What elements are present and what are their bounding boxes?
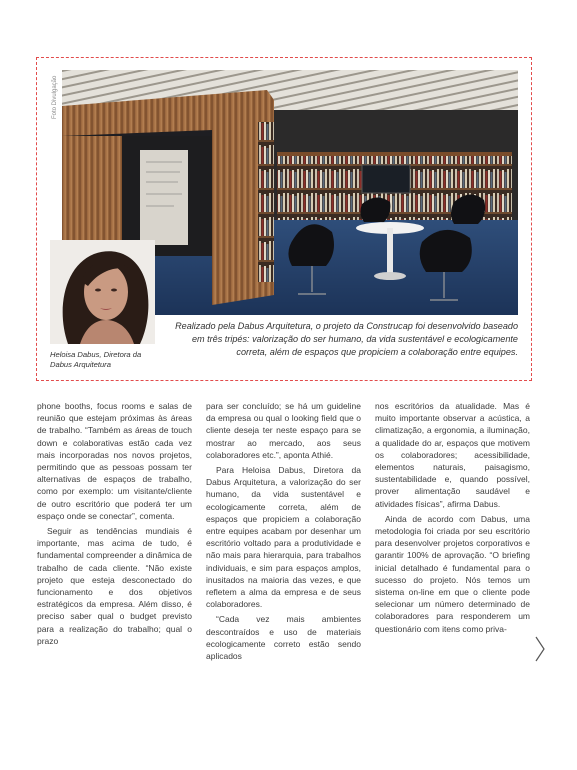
paragraph: Para Heloisa Dabus, Diretora da Dabus Arquitetura, a valorização do ser humano, da vida sustentável e ecologicamente correta, além de espaços que propiciem a colaboração entre equipes acabam por desenhar um escritório voltado para a produtividade e não mais para hierarquia, para trabalhos individuais, e sim para espaços amplos, inusitados na maioria das vezes, e que refletem a alma da empresa e de seus colaboradores. [206,465,361,610]
article-column-2 [206,400,361,662]
photo-credit: Foto Divulgação [52,75,58,119]
paragraph: “Cada vez mais ambientes descontraídos e uso de materiais ecologicamente correto estão sendo aplicados [206,614,361,662]
paragraph: para ser concluído; se há um guideline da empresa ou qual o looking field que o cliente deseja ter neste espaço para se mostrar ao mercado, aos seus colaboradores etc.”, aponta Athié. [206,401,361,460]
portrait-caption: Heloisa Dabus, Diretora da Dabus Arquitetura [50,350,142,369]
portrait-photo [50,240,155,344]
paragraph: nos escritórios da atualidade. Mas é muito importante observar a acústica, a climatização, a ergonomia, a iluminação, a qualidade do ar, espaços que motivem os colaboradores; acessibilidade, elementos naturais, paisagismo, sustentabilidade e, quando possível, prover alimentação saudável e atividades físicas”, afirma Dabus. [375,401,530,509]
paragraph: Seguir as tendências mundiais é importante, mas acima de tudo, é fundamental compreender a dinâmica de trabalho de cada cliente. “Não existe projeto que esteja desconectado do funcionamento e dos objetivos estratégicos da empresa. Além disso, é preciso saber qual o budget previsto para a realização do trabalho; qual o prazo [37,526,192,646]
paragraph: Ainda de acordo com Dabus, uma metodologia foi criada por seu escritório para desenvolver projetos corporativos e garantir 100% de aprovação. “O briefing inicial detalhado é fundamental para o sucesso do projeto. Nós temos um sistema on-line em que o cliente pode selecionar um número determinado de colaboradores para responderem um questionário com itens como priva- [375,513,530,634]
photo-caption: Realizado pela Dabus Arquitetura, o projeto da Construcap foi desenvolvido baseado em três tripés: valorização do ser humano, da vida sustentável e ecologicamente correta, além de espaços que propiciem a colaboração entre equipes. [175,321,518,357]
article-column-3 [375,400,530,635]
paragraph: phone booths, focus rooms e salas de reunião que estejam próximas às áreas de trabalho. “Também as áreas de touch down e colaborativas estão cada vez mais incorporadas nos novos projetos, permitindo que as pessoas possam ter alternativas de espaços de trabalho, como por exemplo: um visitante/cliente de outro escritório que poderá ter um espaço onde se conectar”, comenta. [37,401,192,521]
article-column-1 [37,400,192,647]
chevron-right-icon[interactable] [534,636,546,662]
